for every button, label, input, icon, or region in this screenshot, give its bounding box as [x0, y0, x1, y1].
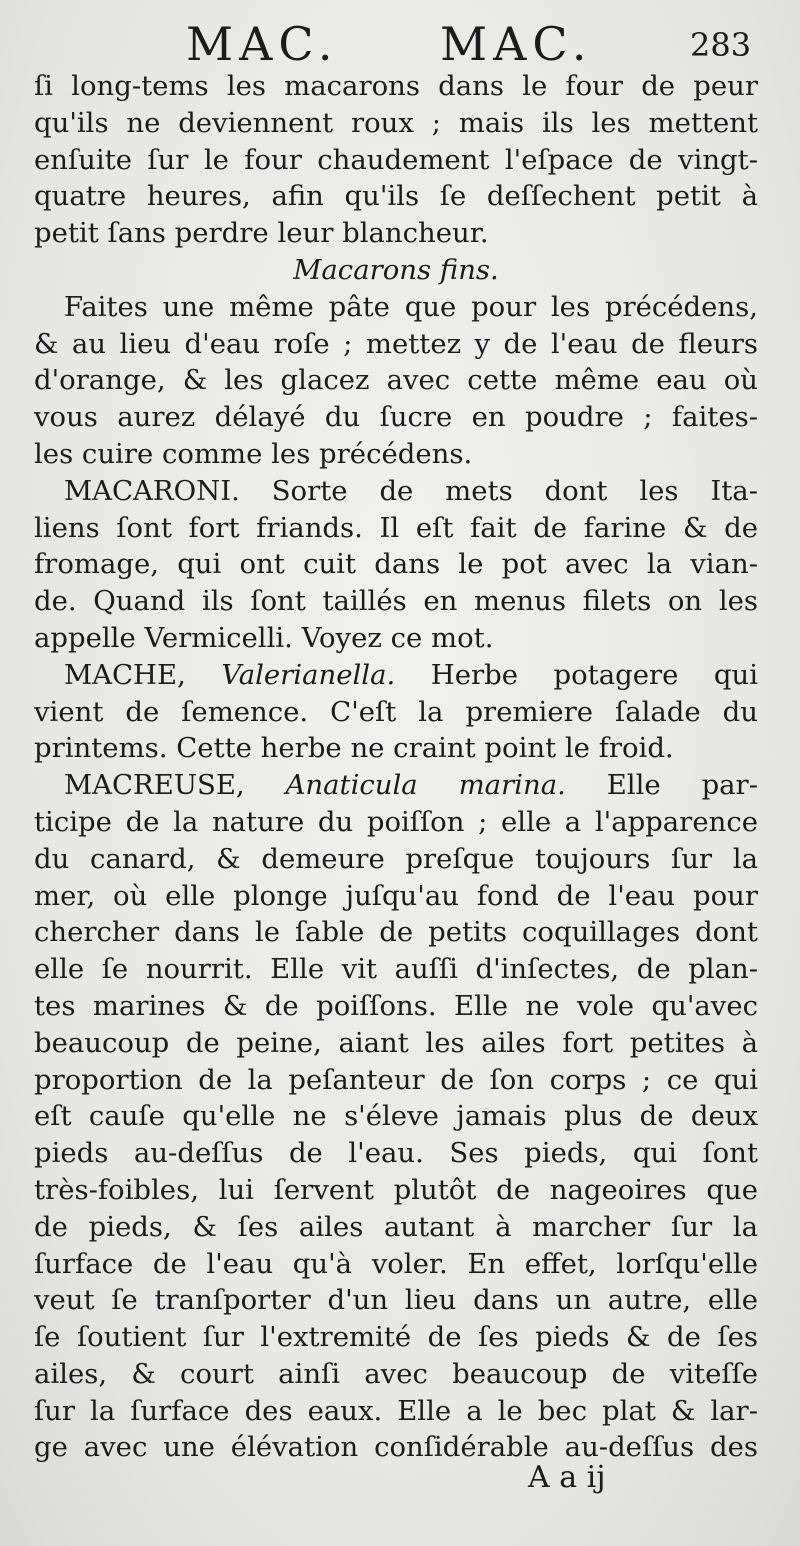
text-line: ailes, & court ainſi avec beaucoup de viteſſe	[34, 1357, 758, 1390]
entry-headword: MACREUSE,	[64, 769, 286, 802]
text-line: très-foibles, lui ſervent plutôt de nageoires que	[34, 1173, 758, 1206]
text-line: vient de ſemence. C'eſt la premiere ſalade du	[34, 695, 758, 728]
text-line: ticipe de la nature du poiſſon ; elle a l'apparence	[34, 805, 758, 838]
text-line: de pieds, & ſes ailes autant à marcher ſur la	[34, 1210, 758, 1243]
text-line: veut ſe tranſporter d'un lieu dans un autre, elle	[34, 1284, 758, 1317]
text-line: ſur la ſurface des eaux. Elle a le bec plat & lar-	[34, 1394, 758, 1427]
text-line: les cuire comme les précédens.	[34, 437, 473, 470]
text-line: elle ſe nourrit. Elle vit auſſi d'inſectes, de plan-	[34, 953, 758, 986]
text-line: beaucoup de peine, aiant les ailes fort petites à	[34, 1026, 758, 1059]
page-body	[34, 68, 758, 1466]
entry-first-line	[34, 657, 758, 694]
text-line: printems. Cette herbe ne craint point le froid.	[34, 732, 674, 765]
latin-name: Anaticula marina.	[285, 769, 566, 802]
text-line: ſurface de l'eau qu'à voler. En effet, lorſqu'elle	[34, 1247, 758, 1280]
entry-headword: MACARONI.	[64, 474, 240, 507]
text-line: pieds au-deſſus de l'eau. Ses pieds, qui ſont	[34, 1137, 758, 1170]
text-line: ſe ſoutient ſur l'extremité de ſes pieds & de ſes	[34, 1321, 758, 1354]
running-head-left: MAC.	[186, 17, 339, 71]
text-line: chercher dans le ſable de petits coquillages dont	[34, 916, 758, 949]
text-line: vous aurez délayé du ſucre en poudre ; faites-	[34, 401, 758, 434]
entry-first-line	[34, 767, 758, 804]
page-number: 283	[690, 26, 752, 64]
text-line: d'orange, & les glacez avec cette même eau où	[34, 364, 758, 397]
section-heading: Macarons fins.	[293, 253, 499, 286]
text-line: proportion de la peſanteur de ſon corps ; ce qui	[34, 1063, 758, 1096]
entry-text: Herbe potagere qui	[395, 658, 758, 691]
text-line: & au lieu d'eau roſe ; mettez y de l'eau de fleurs	[34, 327, 758, 360]
running-head-right: MAC.	[440, 17, 593, 71]
text-line: enſuite ſur le four chaudement l'eſpace de vingt-	[34, 143, 758, 176]
text-line: tes marines & de poiſſons. Elle ne vole qu'avec	[34, 989, 758, 1022]
entry-text: Elle par-	[565, 769, 758, 802]
text-line: du canard, & demeure preſque toujours ſur la	[34, 842, 758, 875]
text-line: fromage, qui ont cuit dans le pot avec la vian-	[34, 548, 758, 581]
text-line: mer, où elle plonge juſqu'au fond de l'eau pour	[34, 879, 758, 912]
text-line: liens ſont fort friands. Il eſt fait de farine & de	[34, 511, 758, 544]
text-line: de. Quand ils ſont taillés en menus filets on les	[34, 585, 758, 618]
text-line: qu'ils ne deviennent roux ; mais ils les mettent	[34, 106, 758, 139]
text-line: ge avec une élévation conſidérable au-deſſus des	[34, 1431, 758, 1464]
text-line: Faites une même pâte que pour les précédens,	[64, 290, 758, 323]
text-line: eſt cauſe qu'elle ne s'éleve jamais plus de deux	[34, 1100, 758, 1133]
entry-first-line	[34, 473, 758, 510]
text-line: petit ſans perdre leur blancheur.	[34, 217, 489, 250]
signature-mark: A a ij	[528, 1460, 606, 1495]
text-line: quatre heures, afin qu'ils ſe deſſechent petit à	[34, 180, 758, 213]
latin-name: Valerianella.	[221, 658, 396, 691]
entry-text: Sorte de mets dont les Ita-	[239, 474, 758, 507]
text-line: ſi long-tems les macarons dans le four de peur	[34, 70, 758, 102]
text-line: appelle Vermicelli. Voyez ce mot.	[34, 621, 494, 654]
entry-headword: MACHE,	[64, 658, 222, 691]
